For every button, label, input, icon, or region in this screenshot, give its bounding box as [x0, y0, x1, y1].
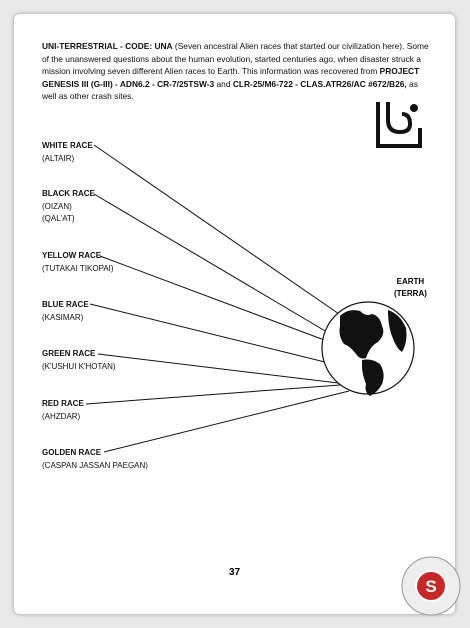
- watermark-letter: S: [425, 577, 437, 596]
- intro-line1: (Seven ancestral Alien races that started our civilization here).: [172, 41, 405, 51]
- race-black: [42, 188, 95, 226]
- race-name: GOLDEN RACE: [42, 448, 102, 457]
- race-alias: (ALTAIR): [42, 153, 75, 163]
- race-alias: (OIZAN): [42, 201, 72, 211]
- race-alias: (K'USHUI K'HOTAN): [42, 361, 116, 371]
- race-name: BLACK RACE: [42, 189, 95, 198]
- earth-globe: [322, 302, 414, 396]
- connector-red: [86, 385, 340, 404]
- race-golden: [42, 447, 148, 472]
- connector-black: [94, 194, 359, 351]
- watermark-logo: [400, 555, 462, 617]
- intro-tail: as well as other crash sites.: [42, 78, 418, 102]
- and-word: and: [214, 78, 233, 89]
- connector-blue: [90, 304, 341, 366]
- intro-line2: Some of the unanswered questions about the human evolution, started centuries ago, when disaster struck a mission involving seven different Alien races to Earth. This information was recovered from: [42, 41, 429, 77]
- race-green: [42, 348, 116, 373]
- project-code: PROJECT GENESIS III (G-III) - ADN6.2 - CR-7/25TSW-3: [42, 66, 420, 89]
- connector-white: [94, 145, 339, 314]
- earth-alias: (TERRA): [394, 289, 427, 298]
- intro-heading: UNI-TERRESTRIAL - CODE: UNA: [42, 41, 173, 51]
- race-name: RED RACE: [42, 399, 84, 408]
- race-alias: (KASIMAR): [42, 312, 84, 322]
- race-yellow: [42, 250, 114, 275]
- race-white: [42, 140, 93, 165]
- connector-green: [98, 354, 338, 383]
- page-number: 37: [228, 567, 241, 578]
- race-name: WHITE RACE: [42, 141, 93, 150]
- race-name: GREEN RACE: [42, 349, 96, 358]
- race-name: BLUE RACE: [42, 300, 89, 309]
- race-blue: [42, 299, 89, 324]
- race-alias: (QAL'AT): [42, 214, 75, 223]
- race-alias: (CASPAN JASSAN PAEGAN): [42, 460, 148, 470]
- earth-name: EARTH: [396, 277, 425, 286]
- race-red: [42, 398, 84, 423]
- race-alias: (TUTAKAI TIKOPAI): [42, 263, 114, 273]
- race-name: YELLOW RACE: [42, 251, 102, 260]
- earth-label: [394, 276, 427, 300]
- race-alias: (AHZDAR): [42, 411, 81, 421]
- second-code: CLR-25/M6-722 - CLAS.ATR26/AC #672/B26,: [232, 78, 407, 89]
- document-page: [14, 14, 455, 614]
